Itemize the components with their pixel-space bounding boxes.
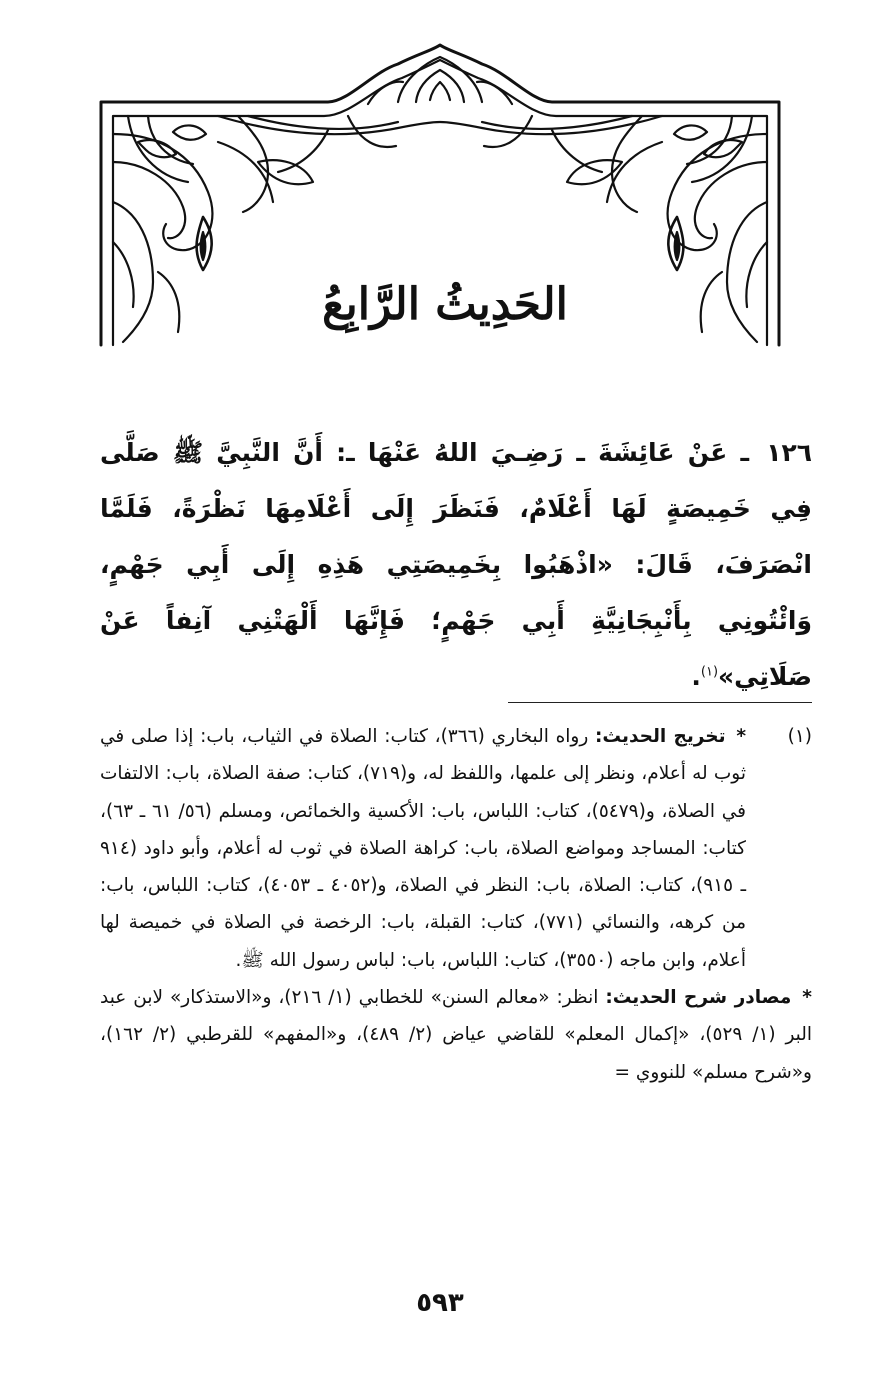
takhrij-heading: تخريج الحديث: [595,726,726,747]
footnote-marker: (١) [787,726,812,747]
hadith-text [100,425,812,705]
sources-heading: مصادر شرح الحديث: [605,987,792,1009]
footnote-1 [100,718,812,979]
hadith-number: ١٢٦ [766,438,812,467]
footnote-separator [508,702,812,703]
sources-text: انظر: «معالم السنن» للخطابي (١/ ٢١٦)، و«الاستذكار» لابن عبد البر (١/ ٥٢٩)، «إكمال المعلم» للقاضي عياض (٢/ ٤٨٩)، و«المفهم» للقرطبي (٢/ ١٦٢)، و«شرح مسلم» للنووي [100,987,813,1083]
takhrij-text: رواه البخاري (٣٦٦)، كتاب: الصلاة في الثياب، باب: إذا صلى في ثوب له أعلام، ونظر إلى علمها، واللفظ له، و(٧١٩)، كتاب: صفة الصلاة، باب: الالتفات في الصلاة، و(٥٤٧٩)، كتاب: اللباس، باب: الأكسية والخمائص، ومسلم (٥٦/ ٦١ ـ ٦٣)، كتاب: المساجد ومواضع الصلاة، باب: كراهة الصلاة في ثوب له أعلام، وأبو داود (٩١٤ ـ ٩١٥)، كتاب: الصلاة، باب: النظر في الصلاة، و(٤٠٥٢ ـ ٤٠٥٣)، كتاب: اللباس، باب: من كرهه، والنسائي (٧٧١)، كتاب: القبلة، باب: الرخصة في الصلاة في خميصة لها أعلام، وابن ماجه (٣٥٥٠)، كتاب: اللباس، باب: لباس رسول الله ﷺ. [100,726,747,971]
star-marker: * [736,726,746,747]
page-number: ٥٩٣ [416,1288,464,1318]
takhrij-paragraph [100,718,746,979]
star-marker: * [802,987,812,1009]
hadith-end-mark: . [691,662,701,691]
sources-paragraph [100,979,812,1091]
footnotes [100,718,812,1091]
hadith-body: ـ عَنْ عَائِشَةَ ـ رَضِـيَ اللهُ عَنْهَا ـ: أَنَّ النَّبِيَّ ﷺ صَلَّى فِي خَمِيصَةٍ لَهَا أَعْلَامٌ، فَنَظَرَ إِلَى أَعْلَامِهَا نَظْرَةً، فَلَمَّا انْصَرَفَ، قَالَ: «اذْهَبُوا بِخَمِيصَتِي هَذِهِ إِلَى أَبِي جَهْمٍ، وَائْتُونِي بِأَنْبِجَانِيَّةِ أَبِي جَهْمٍ؛ فَإِنَّهَا أَلْهَتْنِي آنِفاً عَنْ صَلَاتِي» [100,438,812,691]
footnote-reference[interactable]: (١) [700,664,719,680]
continuation-mark: = [614,1061,630,1083]
chapter-title: الحَدِيثُ الرَّابِعُ [322,279,568,330]
